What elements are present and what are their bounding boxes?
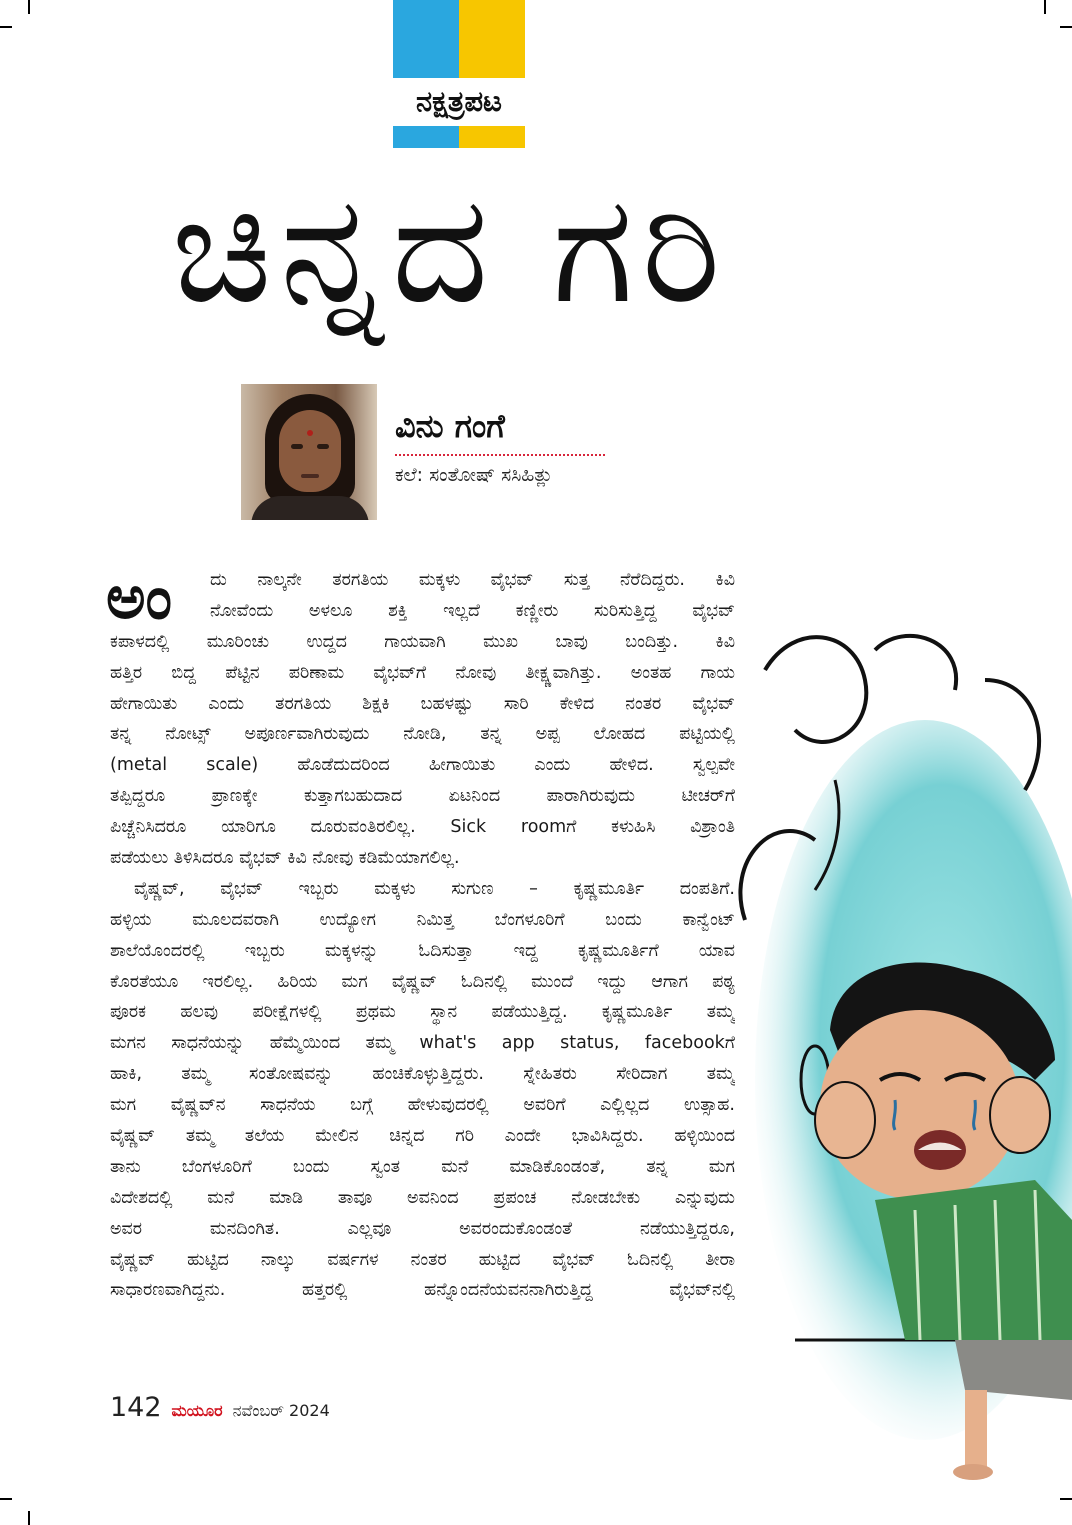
body-line: ಪಡೆಯಲು ತಿಳಿಸಿದರೂ ವೈಭವ್ ಕಿವಿ ನೋವು ಕಡಿಮೆಯಾಗಲಿಲ್ಲ. bbox=[110, 848, 460, 869]
body-line: ಹೇಗಾಯಿತು ಎಂದು ತರಗತಿಯ ಶಿಕ್ಷಕಿ ಬಹಳಷ್ಟು ಸಾರಿ ಕೇಳಿದ ನಂತರ ವೈಭವ್ bbox=[110, 693, 735, 714]
body-line: ವಿದೇಶದಲ್ಲಿ ಮನೆ ಮಾಡಿ ತಾವೂ ಅವನಿಂದ ಪ್ರಪಂಚ ನೋಡಬೇಕು ಎನ್ನುವುದು bbox=[110, 1187, 735, 1208]
body-line: ಶಾಲೆಯೊಂದರಲ್ಲಿ ಇಬ್ಬರು ಮಕ್ಕಳನ್ನು ಓದಿಸುತ್ತಾ ಇದ್ದ ಕೃಷ್ಣಮೂರ್ತಿಗೆ ಯಾವ bbox=[110, 940, 735, 961]
body-line: ನೋವೆಂದು ಅಳಲೂ ಶಕ್ತಿ ಇಲ್ಲದೆ ಕಣ್ಣೀರು ಸುರಿಸುತ್ತಿದ್ದ ವೈಭವ್ bbox=[210, 600, 735, 621]
body-line: ಮಗನ ಸಾಧನೆಯನ್ನು ಹೆಮ್ಮೆಯಿಂದ ತಮ್ಮ what's app status, facebookಗೆ bbox=[110, 1033, 735, 1054]
page-footer bbox=[110, 1392, 330, 1426]
page-number: 142 bbox=[110, 1392, 162, 1423]
body-line: ದು ನಾಲ್ಕನೇ ತರಗತಿಯ ಮಕ್ಕಳು ವೈಭವ್ ಸುತ್ತ ನೆರೆದಿದ್ದರು. ಕಿವಿ bbox=[210, 570, 735, 590]
body-line: ವೈಷ್ಣವ್, ವೈಭವ್ ಇಬ್ಬರು ಮಕ್ಕಳು ಸುಗುಣ – ಕೃಷ್ಣಮೂರ್ತಿ ದಂಪತಿಗೆ. bbox=[134, 878, 735, 899]
body-line: ತಪ್ಪಿದ್ದರೂ ಪ್ರಾಣಕ್ಕೇ ಕುತ್ತಾಗಬಹುದಾದ ಏಟನಿಂದ ಪಾರಾಗಿರುವುದು ಟೀಚರ್‌ಗೆ bbox=[110, 786, 735, 807]
logo-yellow-strip bbox=[459, 126, 525, 148]
body-line: ಹಳ್ಳಿಯ ಮೂಲದವರಾಗಿ ಉದ್ಯೋಗ ನಿಮಿತ್ತ ಬೆಂಗಳೂರಿಗೆ ಬಂದು ಕಾನ್ವೆಂಟ್ bbox=[110, 909, 735, 930]
body-line: ವೈಷ್ಣವ್ ತಮ್ಮ ತಲೆಯ ಮೇಲಿನ ಚಿನ್ನದ ಗರಿ ಎಂದೇ ಭಾವಿಸಿದ್ದರು. ಹಳ್ಳಿಯಿಂದ bbox=[110, 1126, 735, 1147]
section-label: ನಕ್ಷತ್ರಪಟ bbox=[416, 84, 502, 118]
body-line: ಹತ್ತಿರ ಬಿದ್ದ ಪೆಟ್ಟಿನ ಪರಿಣಾಮ ವೈಭವ್‌ಗೆ ನೋವು ತೀಕ್ಷ್ಣವಾಗಿತ್ತು. ಅಂತಹ ಗಾಯ bbox=[110, 662, 735, 683]
logo-yellow-block bbox=[459, 0, 525, 78]
body-line: (metal scale) ಹೊಡೆದುದರಿಂದ ಹೀಗಾಯಿತು ಎಂದು ಹೇಳಿದ. ಸ್ವಲ್ಪವೇ bbox=[110, 755, 735, 776]
crying-boy-illustration bbox=[735, 560, 1072, 1490]
body-line: ತನ್ನ ನೋಟ್ಸ್ ಅಪೂರ್ಣವಾಗಿರುವುದು ನೋಡಿ, ತನ್ನ ಅಪ್ಪ ಲೋಹದ ಪಟ್ಟಿಯಲ್ಲಿ bbox=[110, 724, 735, 745]
body-line: ಕಪಾಳದಲ್ಲಿ ಮೂರಿಂಚು ಉದ್ದದ ಗಾಯವಾಗಿ ಮುಖ ಬಾವು ಬಂದಿತ್ತು. ಕಿವಿ bbox=[110, 631, 735, 652]
crop-mark bbox=[0, 26, 12, 28]
body-line: ಮಗ ವೈಷ್ಣವ್‌ನ ಸಾಧನೆಯ ಬಗ್ಗೆ ಹೇಳುವುದರಲ್ಲಿ ಅವರಿಗೆ ಎಲ್ಲಿಲ್ಲದ ಉತ್ಸಾಹ. bbox=[110, 1095, 735, 1116]
article-body bbox=[110, 565, 735, 1306]
drop-cap: ಅಂ bbox=[106, 563, 173, 633]
crop-mark bbox=[1060, 26, 1072, 28]
logo-blue-block bbox=[393, 0, 459, 78]
body-line: ಕೊರತೆಯೂ ಇರಲಿಲ್ಲ. ಹಿರಿಯ ಮಗ ವೈಷ್ಣವ್ ಓದಿನಲ್ಲಿ ಮುಂದೆ ಇದ್ದು ಆಗಾಗ ಪಠ್ಯ bbox=[110, 971, 735, 992]
illustration-credit: ಕಲೆ: ಸಂತೋಷ್ ಸಸಿಹಿತ್ಲು bbox=[395, 464, 553, 486]
issue-date: ನವೆಂಬರ್ 2024 bbox=[232, 1401, 330, 1420]
body-line: ಪೂರಕ ಹಲವು ಪರೀಕ್ಷೆಗಳಲ್ಲಿ ಪ್ರಥಮ ಸ್ಥಾನ ಪಡೆಯುತ್ತಿದ್ದ. ಕೃಷ್ಣಮೂರ್ತಿ ತಮ್ಮ bbox=[110, 1002, 735, 1023]
logo-blue-strip bbox=[393, 126, 459, 148]
body-line: ಹಾಕಿ, ತಮ್ಮ ಸಂತೋಷವನ್ನು ಹಂಚಿಕೊಳ್ಳುತ್ತಿದ್ದರು. ಸ್ನೇಹಿತರು ಸೇರಿದಾಗ ತಮ್ಮ bbox=[110, 1064, 735, 1085]
author-name: ವಿನು ಗಂಗೆ bbox=[395, 407, 505, 445]
section-logo bbox=[393, 0, 525, 150]
magazine-logo: ಮಯೂರ bbox=[171, 1401, 223, 1420]
crop-mark bbox=[0, 1498, 12, 1500]
body-line: ತಾನು ಬೆಂಗಳೂರಿಗೆ ಬಂದು ಸ್ವಂತ ಮನೆ ಮಾಡಿಕೊಂಡಂತೆ, ತನ್ನ ಮಗ bbox=[110, 1156, 735, 1177]
crop-mark bbox=[1044, 0, 1046, 14]
body-line: ಪಿಚ್ಚೆನಿಸಿದರೂ ಯಾರಿಗೂ ದೂರುವಂತಿರಲಿಲ್ಲ. Sick roomಗೆ ಕಳುಹಿಸಿ ವಿಶ್ರಾಂತಿ bbox=[110, 817, 735, 838]
crop-mark bbox=[28, 1511, 30, 1525]
byline-divider bbox=[395, 454, 605, 456]
crop-mark bbox=[28, 0, 30, 14]
crop-mark bbox=[1060, 1498, 1072, 1500]
body-line: ವೈಷ್ಣವ್ ಹುಟ್ಟಿದ ನಾಲ್ಕು ವರ್ಷಗಳ ನಂತರ ಹುಟ್ಟಿದ ವೈಭವ್ ಓದಿನಲ್ಲಿ ತೀರಾ bbox=[110, 1249, 735, 1270]
body-line: ಅವರ ಮನದಿಂಗಿತ. ಎಲ್ಲವೂ ಅವರಂದುಕೊಂಡಂತೆ ನಡೆಯುತ್ತಿದ್ದರೂ, bbox=[110, 1218, 735, 1239]
article-title: ಚಿನ್ನದ ಗರಿ bbox=[171, 163, 729, 337]
author-photo bbox=[241, 384, 377, 520]
body-line: ಸಾಧಾರಣವಾಗಿದ್ದನು. ಹತ್ತರಲ್ಲಿ ಹನ್ನೊಂದನೆಯವನನಾಗಿರುತ್ತಿದ್ದ ವೈಭವ್‌ನಲ್ಲಿ bbox=[110, 1280, 735, 1301]
